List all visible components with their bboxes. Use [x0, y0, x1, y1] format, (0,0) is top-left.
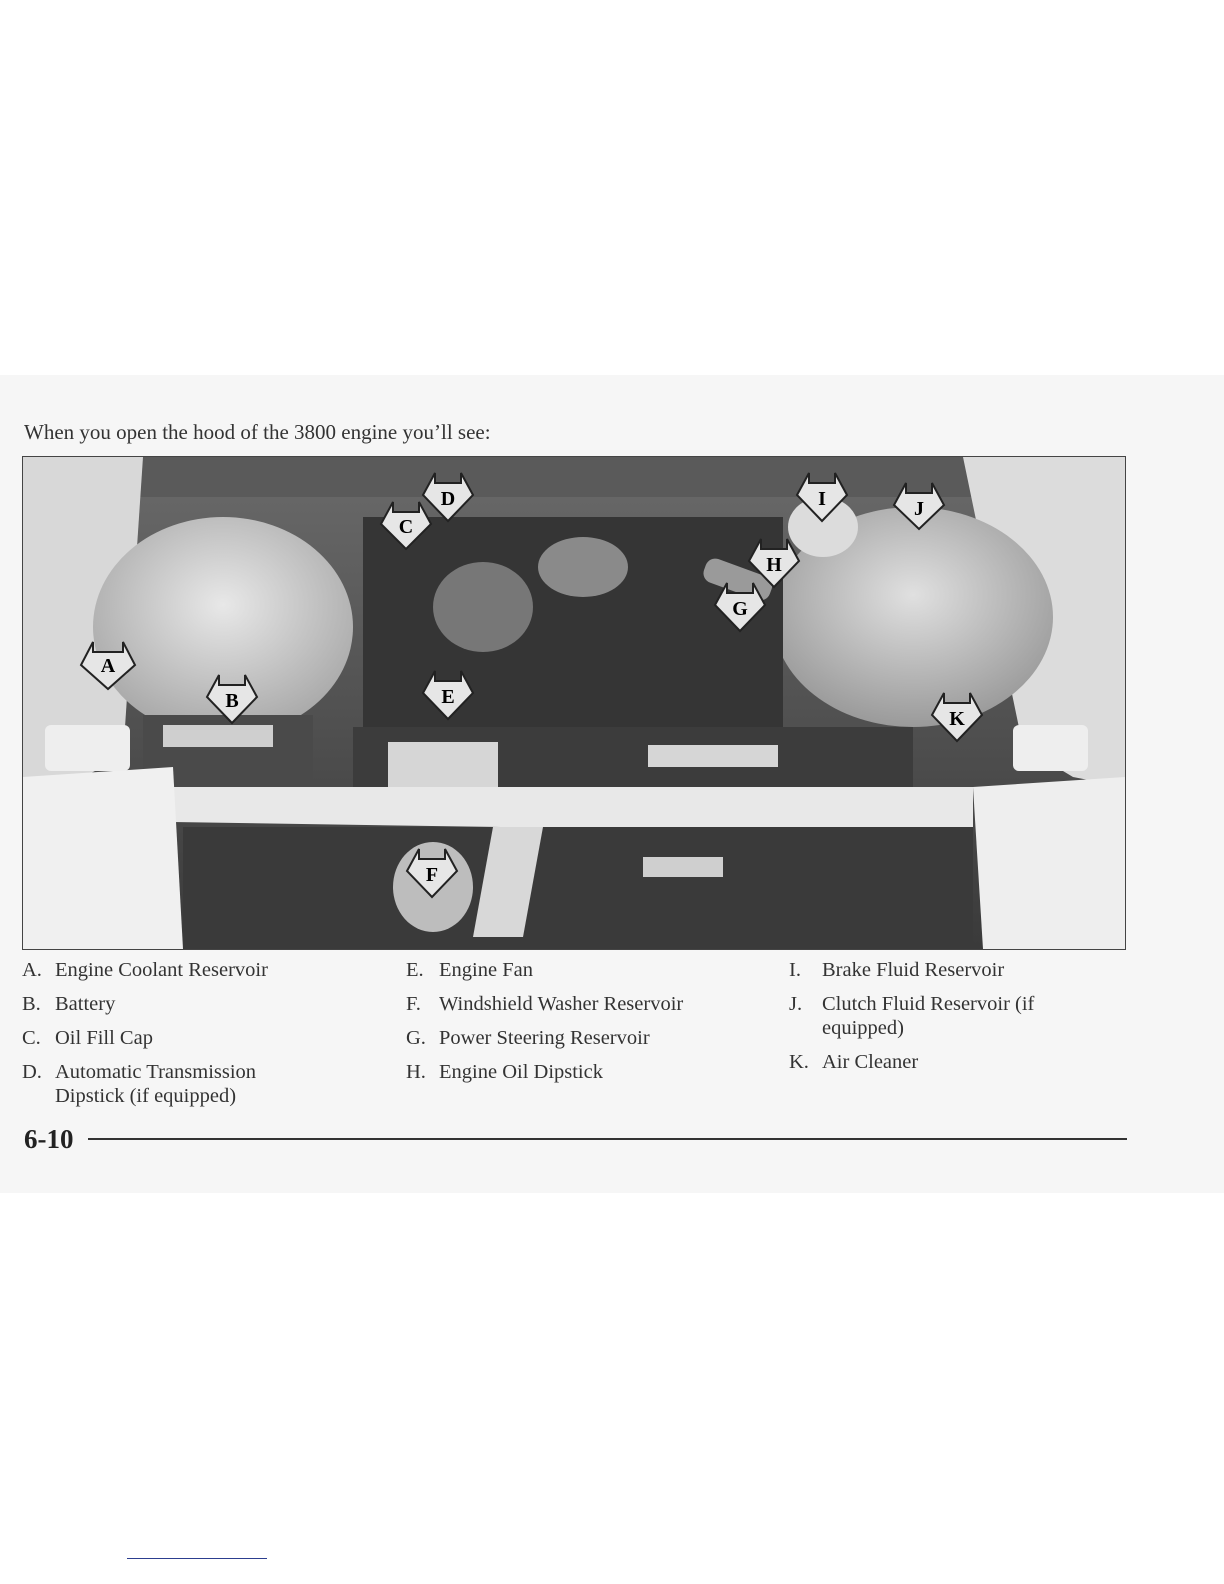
legend-label: Air Cleaner: [822, 1051, 919, 1073]
legend-letter: G.: [406, 1027, 426, 1049]
legend-letter: A.: [22, 959, 42, 981]
legend-label: Windshield Washer Reservoir: [439, 993, 684, 1015]
svg-text:E: E: [441, 686, 455, 708]
legend-letter: F.: [406, 993, 421, 1015]
legend-label: Oil Fill Cap: [55, 1027, 153, 1049]
intro-text: When you open the hood of the 3800 engine you’ll see:: [24, 420, 491, 444]
footer-rule: [88, 1138, 1127, 1140]
legend-item: [22, 992, 352, 1016]
legend-label: Automatic Transmission Dipstick (if equipped): [55, 1061, 257, 1107]
legend-letter: H.: [406, 1061, 426, 1083]
legend-label: Engine Coolant Reservoir: [55, 959, 268, 981]
legend-letter: K.: [789, 1051, 809, 1073]
legend-item: [22, 1026, 352, 1050]
legend-column-2: [406, 958, 766, 1094]
legend-letter: I.: [789, 959, 801, 981]
legend-item: [406, 1060, 766, 1084]
legend-letter: E.: [406, 959, 424, 981]
legend-item: [789, 992, 1062, 1040]
page-number: 6-10: [24, 1124, 74, 1154]
legend-item: [789, 958, 1119, 982]
legend-item: [406, 1026, 766, 1050]
legend-letter: B.: [22, 993, 41, 1015]
engine-compartment-photo: [22, 456, 1126, 950]
legend-item: [22, 958, 352, 982]
legend-item: [406, 992, 766, 1016]
bottom-rule: [127, 1558, 267, 1559]
legend-item: [22, 1060, 315, 1108]
legend-letter: C.: [22, 1027, 41, 1049]
svg-text:D: D: [440, 488, 456, 510]
legend-letter: J.: [789, 993, 803, 1015]
svg-text:A: A: [100, 655, 116, 677]
svg-text:I: I: [818, 488, 826, 510]
legend-letter: D.: [22, 1061, 42, 1083]
legend-label: Engine Fan: [439, 959, 533, 981]
svg-text:G: G: [732, 598, 748, 620]
svg-text:H: H: [766, 554, 782, 576]
legend-label: Clutch Fluid Reservoir (if equipped): [822, 993, 1035, 1039]
svg-text:B: B: [225, 690, 239, 712]
legend-label: Battery: [55, 993, 116, 1015]
legend-label: Brake Fluid Reservoir: [822, 959, 1005, 981]
legend-label: Power Steering Reservoir: [439, 1027, 650, 1049]
svg-text:K: K: [949, 708, 965, 730]
svg-text:F: F: [425, 864, 439, 886]
legend-item: [789, 1050, 1119, 1074]
legend-column-1: [22, 958, 352, 1118]
legend-item: [406, 958, 766, 982]
svg-text:J: J: [914, 498, 924, 520]
legend-label: Engine Oil Dipstick: [439, 1061, 603, 1083]
svg-text:C: C: [398, 516, 414, 538]
legend-column-3: [789, 958, 1119, 1084]
